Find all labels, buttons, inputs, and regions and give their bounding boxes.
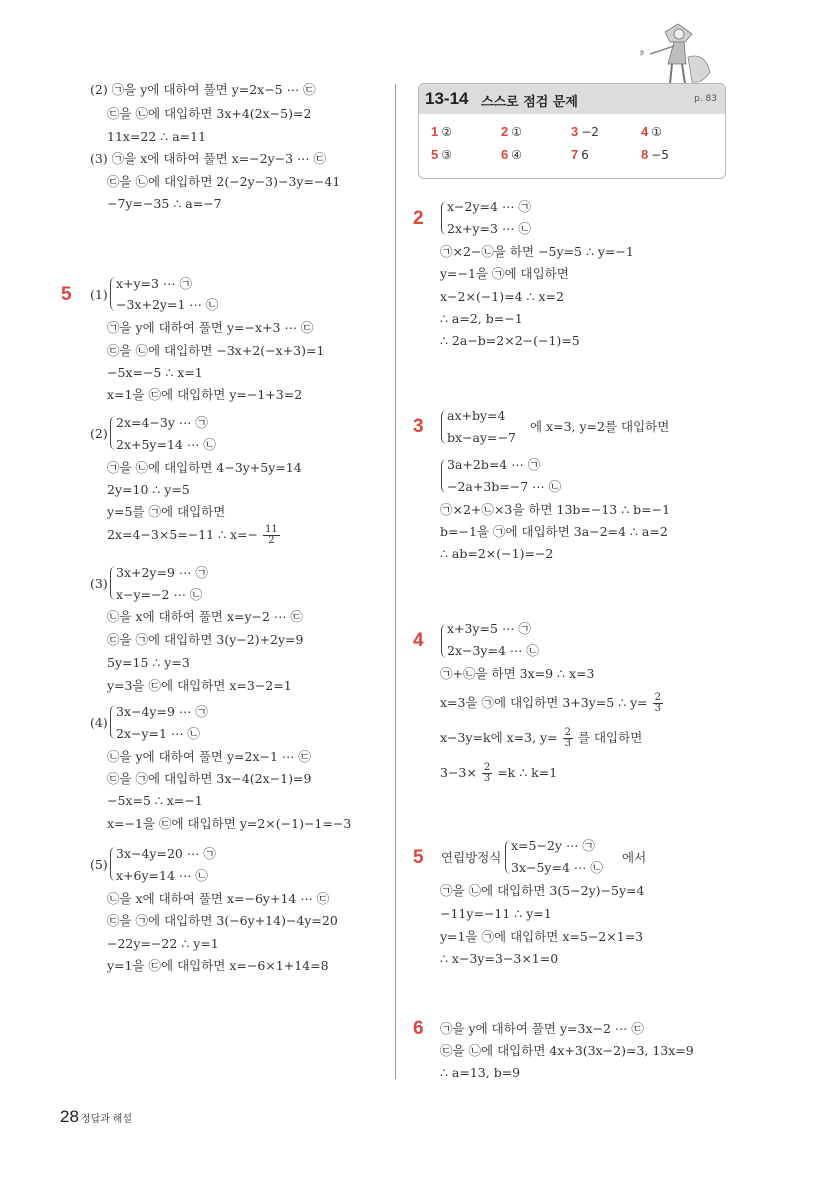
answer-number: 2 <box>501 124 509 139</box>
question-number-6: 6 <box>413 1018 424 1039</box>
solution-text: 2x=4−3×5=−11 ∴ x=− <box>107 527 259 542</box>
self-check-answer-box <box>418 83 726 179</box>
solution-line: ㉠×2+㉡×3을 하면 13b=−13 ∴ b=−1 <box>440 502 671 517</box>
answer-box-title: 13-14 <box>425 89 469 108</box>
answer-value: −5 <box>651 148 669 162</box>
solution-line: ㉢을 ㉠에 대입하면 3(−6y+14)−4y=20 <box>107 913 338 928</box>
answer-item <box>571 124 599 139</box>
system-prefix-text: 연립방정식 <box>441 850 502 865</box>
left-top-line-2: ㉢을 ㉡에 대입하면 3x+4(2x−5)=2 <box>107 106 312 121</box>
answer-item <box>641 124 662 139</box>
system-eq-1: x+3y=5 ⋯ ㉠ <box>447 621 531 636</box>
fraction-numerator: 2 <box>483 762 491 773</box>
answer-number: 8 <box>641 147 649 162</box>
solution-line: ∴ ab=2×(−1)=−2 <box>440 546 554 561</box>
part-label-5: (5) <box>90 857 108 872</box>
system-eq-2: 2x+5y=14 ⋯ ㉡ <box>116 437 216 452</box>
footer-label: 정답과 해설 <box>80 1114 133 1125</box>
solution-line: ㉢을 ㉠에 대입하면 3x−4(2x−1)=9 <box>107 771 312 786</box>
part-label-3: (3) <box>90 576 108 591</box>
solution-line: y=3을 ㉢에 대입하면 x=3−2=1 <box>107 678 292 693</box>
answer-number: 3 <box>571 124 579 139</box>
fraction-numerator: 2 <box>564 727 571 738</box>
system-eq-2: x−y=−2 ⋯ ㉡ <box>116 587 203 602</box>
solution-line: ㉠×2−㉡을 하면 −5y=5 ∴ y=−1 <box>440 244 634 259</box>
solution-line: ㉡을 y에 대하여 풀면 y=2x−1 ⋯ ㉢ <box>107 749 311 764</box>
solution-line: ㉠을 y에 대하여 풀면 y=−x+3 ⋯ ㉢ <box>107 320 314 335</box>
column-divider <box>395 84 396 1079</box>
left-top-line-5: ㉢을 ㉡에 대입하면 2(−2y−3)−3y=−41 <box>107 174 341 189</box>
fraction-denominator: 3 <box>564 738 571 749</box>
answer-number: 1 <box>431 124 439 139</box>
fraction <box>482 763 492 784</box>
answer-value: ③ <box>441 148 452 162</box>
solution-line: ∴ x−3y=3−3×1=0 <box>440 951 559 966</box>
answer-box-header <box>419 84 725 114</box>
system-tail-text: 에서 <box>622 850 647 865</box>
left-top-line-3: 11x=22 ∴ a=11 <box>107 129 207 144</box>
wizard-illustration <box>630 12 730 87</box>
system-eq-1: x−2y=4 ⋯ ㉠ <box>447 199 531 214</box>
question-number-3: 3 <box>413 416 424 437</box>
solution-line: ㉡을 x에 대하여 풀면 x=y−2 ⋯ ㉢ <box>107 609 303 624</box>
system-eq-1: x=5−2y ⋯ ㉠ <box>511 838 595 853</box>
fraction <box>263 525 280 546</box>
solution-line: −11y=−11 ∴ y=1 <box>440 906 552 921</box>
solution-text: x=3을 ㉠에 대입하면 3+3y=5 ∴ y= <box>440 695 648 710</box>
solution-line: b=−1을 ㉠에 대입하면 3a−2=4 ∴ a=2 <box>440 524 668 539</box>
solution-line-with-fraction <box>440 693 664 714</box>
system-eq-1: 3x−4y=20 ⋯ ㉠ <box>116 846 216 861</box>
solution-line: x−2×(−1)=4 ∴ x=2 <box>440 289 564 304</box>
answer-value: ① <box>511 125 522 139</box>
answer-item <box>431 147 452 162</box>
system-eq-1: 3a+2b=4 ⋯ ㉠ <box>447 457 541 472</box>
solution-line-with-fraction <box>107 525 281 546</box>
system-tail-text: 에 x=3, y=2를 대입하면 <box>530 419 670 434</box>
solution-line: ㉠을 y에 대하여 풀면 y=3x−2 ⋯ ㉢ <box>440 1021 644 1036</box>
answer-value: ① <box>651 125 662 139</box>
answer-number: 7 <box>571 147 579 162</box>
solution-line: y=1을 ㉢에 대입하면 x=−6×1+14=8 <box>107 958 329 973</box>
solution-text: 를 대입하면 <box>577 730 643 745</box>
system-eq-1: 2x=4−3y ⋯ ㉠ <box>116 415 208 430</box>
answer-value: ④ <box>511 148 522 162</box>
solution-line: ㉠을 ㉡에 대입하면 3(5−2y)−5y=4 <box>440 883 645 898</box>
fraction-denominator: 2 <box>268 535 275 546</box>
system-eq-2: 2x−3y=4 ⋯ ㉡ <box>447 643 539 658</box>
fraction <box>563 728 573 749</box>
system-eq-1: ax+by=4 <box>447 408 506 423</box>
question-number-5-right: 5 <box>413 847 424 868</box>
solution-line: 5y=15 ∴ y=3 <box>107 655 190 670</box>
answer-number: 6 <box>501 147 509 162</box>
part-label-4: (4) <box>90 715 108 730</box>
question-number-2: 2 <box>413 208 424 229</box>
page-footer <box>60 1107 132 1127</box>
solution-line: x=1을 ㉢에 대입하면 y=−1+3=2 <box>107 387 303 402</box>
solution-line: y=5를 ㉠에 대입하면 <box>107 504 226 519</box>
solution-line: ㉠을 ㉡에 대입하면 4−3y+5y=14 <box>107 460 302 475</box>
system-eq-2: 2x−y=1 ⋯ ㉡ <box>116 726 200 741</box>
answer-value: ② <box>441 125 452 139</box>
answer-number: 4 <box>641 124 649 139</box>
fraction-numerator: 2 <box>654 692 662 703</box>
fraction-denominator: 3 <box>483 773 491 784</box>
solution-line: ㉢을 ㉡에 대입하면 4x+3(3x−2)=3, 13x=9 <box>440 1043 694 1058</box>
system-eq-1: x+y=3 ⋯ ㉠ <box>116 276 192 291</box>
answer-item <box>501 124 522 139</box>
solution-line: ∴ a=2, b=−1 <box>440 311 523 326</box>
left-top-line-1: (2) ㉠을 y에 대하여 풀면 y=2x−5 ⋯ ㉢ <box>90 82 316 97</box>
solution-line: y=1을 ㉠에 대입하면 x=5−2×1=3 <box>440 929 644 944</box>
system-eq-2: x+6y=14 ⋯ ㉡ <box>116 868 208 883</box>
solution-text: =k ∴ k=1 <box>497 765 558 780</box>
answer-item <box>501 147 522 162</box>
solution-line: −5x=−5 ∴ x=1 <box>107 365 203 380</box>
solution-line: ㉠+㉡을 하면 3x=9 ∴ x=3 <box>440 666 595 681</box>
part-label-1: (1) <box>90 287 108 302</box>
answer-box-subtitle: 스스로 점검 문제 <box>481 95 578 110</box>
solution-line: y=−1을 ㉠에 대입하면 <box>440 266 569 281</box>
solution-line: x=−1을 ㉢에 대입하면 y=2×(−1)−1=−3 <box>107 816 352 831</box>
question-number-4: 4 <box>413 630 424 651</box>
answer-item <box>431 124 452 139</box>
solution-line: −5x=5 ∴ x=−1 <box>107 793 203 808</box>
question-number-5-left: 5 <box>61 284 72 305</box>
system-eq-2: −3x+2y=1 ⋯ ㉡ <box>116 297 219 312</box>
system-eq-2: −2a+3b=−7 ⋯ ㉡ <box>447 479 562 494</box>
solution-line: ∴ 2a−b=2×2−(−1)=5 <box>440 333 580 348</box>
part-label-2: (2) <box>90 426 108 441</box>
system-eq-2: 3x−5y=4 ⋯ ㉡ <box>511 860 603 875</box>
system-eq-1: 3x−4y=9 ⋯ ㉠ <box>116 704 208 719</box>
solution-line: ㉢을 ㉡에 대입하면 −3x+2(−x+3)=1 <box>107 343 325 358</box>
system-eq-2: bx−ay=−7 <box>447 430 516 445</box>
left-top-line-6: −7y=−35 ∴ a=−7 <box>107 196 222 211</box>
solution-line: ∴ a=13, b=9 <box>440 1065 521 1080</box>
solution-text: x−3y=k에 x=3, y= <box>440 730 558 745</box>
fraction-numerator: 11 <box>265 524 278 535</box>
answer-item <box>641 147 669 162</box>
answer-value: 6 <box>581 148 589 162</box>
solution-line: ㉢을 ㉠에 대입하면 3(y−2)+2y=9 <box>107 632 304 647</box>
answer-box-page-ref: p. 83 <box>694 94 717 104</box>
solution-text: 3−3× <box>440 765 477 780</box>
answer-item <box>571 147 589 162</box>
system-eq-1: 3x+2y=9 ⋯ ㉠ <box>116 565 208 580</box>
solution-line: ㉡을 x에 대하여 풀면 x=−6y+14 ⋯ ㉢ <box>107 891 330 906</box>
fraction-denominator: 3 <box>654 703 662 714</box>
solution-line-with-fraction <box>440 763 557 784</box>
solution-line-with-fraction <box>440 728 642 749</box>
left-top-line-4: (3) ㉠을 x에 대하여 풀면 x=−2y−3 ⋯ ㉢ <box>90 151 327 166</box>
system-eq-2: 2x+y=3 ⋯ ㉡ <box>447 221 531 236</box>
page-number: 28 <box>60 1107 79 1126</box>
answer-value: −2 <box>581 125 599 139</box>
answer-number: 5 <box>431 147 439 162</box>
solution-line: −22y=−22 ∴ y=1 <box>107 936 219 951</box>
fraction <box>653 693 663 714</box>
solution-line: 2y=10 ∴ y=5 <box>107 482 190 497</box>
